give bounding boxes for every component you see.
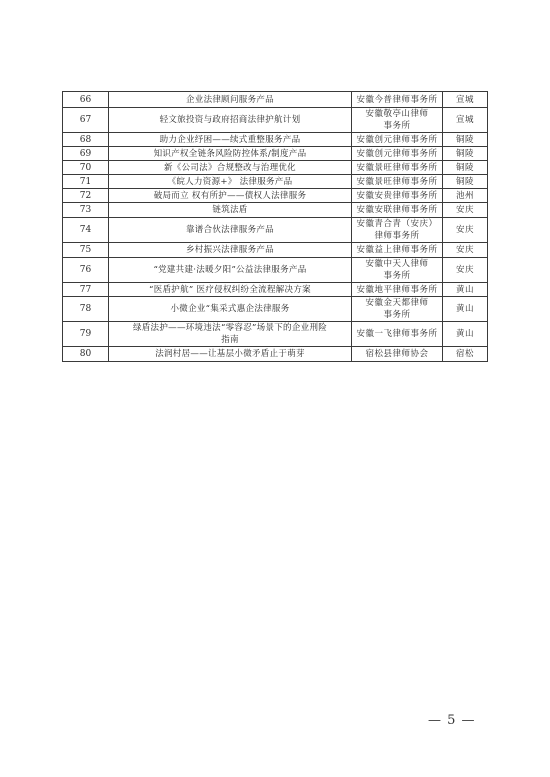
row-number-cell: 68 [63,133,109,147]
city-cell: 安庆 [443,258,488,283]
product-name-cell: 知识产权全链条风险防控体系/制度产品 [109,147,352,161]
product-name-cell: “医盾护航” 医疗侵权纠纷全流程解决方案 [109,283,352,297]
law-firm-cell: 安徽益上律师事务所 [352,243,443,258]
city-cell: 宿松 [443,347,488,362]
product-name-cell: 《皖人力资源+》 法律服务产品 [109,175,352,189]
product-name-cell: 新《公司法》合规整改与治理优化 [109,161,352,175]
law-firm-cell: 安徽地平律师事务所 [352,283,443,297]
law-firm-cell: 宿松县律师协会 [352,347,443,362]
product-name-cell: 企业法律顾问服务产品 [109,92,352,108]
city-cell: 安庆 [443,243,488,258]
product-name-cell: 链筑法盾 [109,203,352,218]
row-number-cell: 72 [63,189,109,203]
city-cell: 铜陵 [443,147,488,161]
row-number-cell: 71 [63,175,109,189]
city-cell: 铜陵 [443,161,488,175]
product-name-cell: 绿盾法护——环境违法“零容忍”场景下的企业刑险 指南 [109,322,352,347]
product-name-cell: 助力企业纾困——续式重整服务产品 [109,133,352,147]
law-firm-cell: 安徽一飞律师事务所 [352,322,443,347]
city-cell: 黄山 [443,283,488,297]
row-number-cell: 76 [63,258,109,283]
product-name-cell: 靠谱合伙法律服务产品 [109,218,352,243]
table-row [63,218,488,243]
table-row [63,322,488,347]
row-number-cell: 78 [63,297,109,322]
table-row [63,243,488,258]
law-firm-cell: 安徽安联律师事务所 [352,203,443,218]
city-cell: 池州 [443,189,488,203]
table-row [63,147,488,161]
row-number-cell: 73 [63,203,109,218]
law-firm-cell: 安徽今普律师事务所 [352,92,443,108]
city-cell: 铜陵 [443,175,488,189]
row-number-cell: 67 [63,108,109,133]
city-cell: 安庆 [443,218,488,243]
law-firm-cell: 安徽创元律师事务所 [352,133,443,147]
services-table-body [63,92,488,362]
product-name-cell: 法润村居——让基层小微矛盾止于萌芽 [109,347,352,362]
table-row [63,258,488,283]
table-row [63,203,488,218]
services-table [62,91,488,362]
city-cell: 宣城 [443,108,488,133]
page-number: — 5 — [428,713,476,728]
product-name-cell: 乡村振兴法律服务产品 [109,243,352,258]
row-number-cell: 70 [63,161,109,175]
table-row [63,347,488,362]
row-number-cell: 66 [63,92,109,108]
city-cell: 黄山 [443,297,488,322]
city-cell: 安庆 [443,203,488,218]
city-cell: 黄山 [443,322,488,347]
table-row [63,133,488,147]
row-number-cell: 77 [63,283,109,297]
row-number-cell: 69 [63,147,109,161]
law-firm-cell: 安徽景旺律师事务所 [352,161,443,175]
product-name-cell: 破局而立 权有所护——债权人法律服务 [109,189,352,203]
table-row [63,283,488,297]
law-firm-cell: 安徽敬亭山律师 事务所 [352,108,443,133]
row-number-cell: 75 [63,243,109,258]
table-row [63,297,488,322]
city-cell: 宣城 [443,92,488,108]
row-number-cell: 80 [63,347,109,362]
law-firm-cell: 安徽创元律师事务所 [352,147,443,161]
table-row [63,108,488,133]
table-row [63,92,488,108]
product-name-cell: “党建共建·法暖夕阳”公益法律服务产品 [109,258,352,283]
table-row [63,189,488,203]
row-number-cell: 74 [63,218,109,243]
city-cell: 铜陵 [443,133,488,147]
row-number-cell: 79 [63,322,109,347]
law-firm-cell: 安徽中天人律师 事务所 [352,258,443,283]
product-name-cell: 小微企业“集采式惠企法律服务 [109,297,352,322]
law-firm-cell: 安徽金天都律师 事务所 [352,297,443,322]
law-firm-cell: 安徽青合青（安庆） 律师事务所 [352,218,443,243]
table-row [63,175,488,189]
product-name-cell: 轻文旅投资与政府招商法律护航计划 [109,108,352,133]
law-firm-cell: 安徽景旺律师事务所 [352,175,443,189]
table-row [63,161,488,175]
law-firm-cell: 安徽安贵律师事务所 [352,189,443,203]
